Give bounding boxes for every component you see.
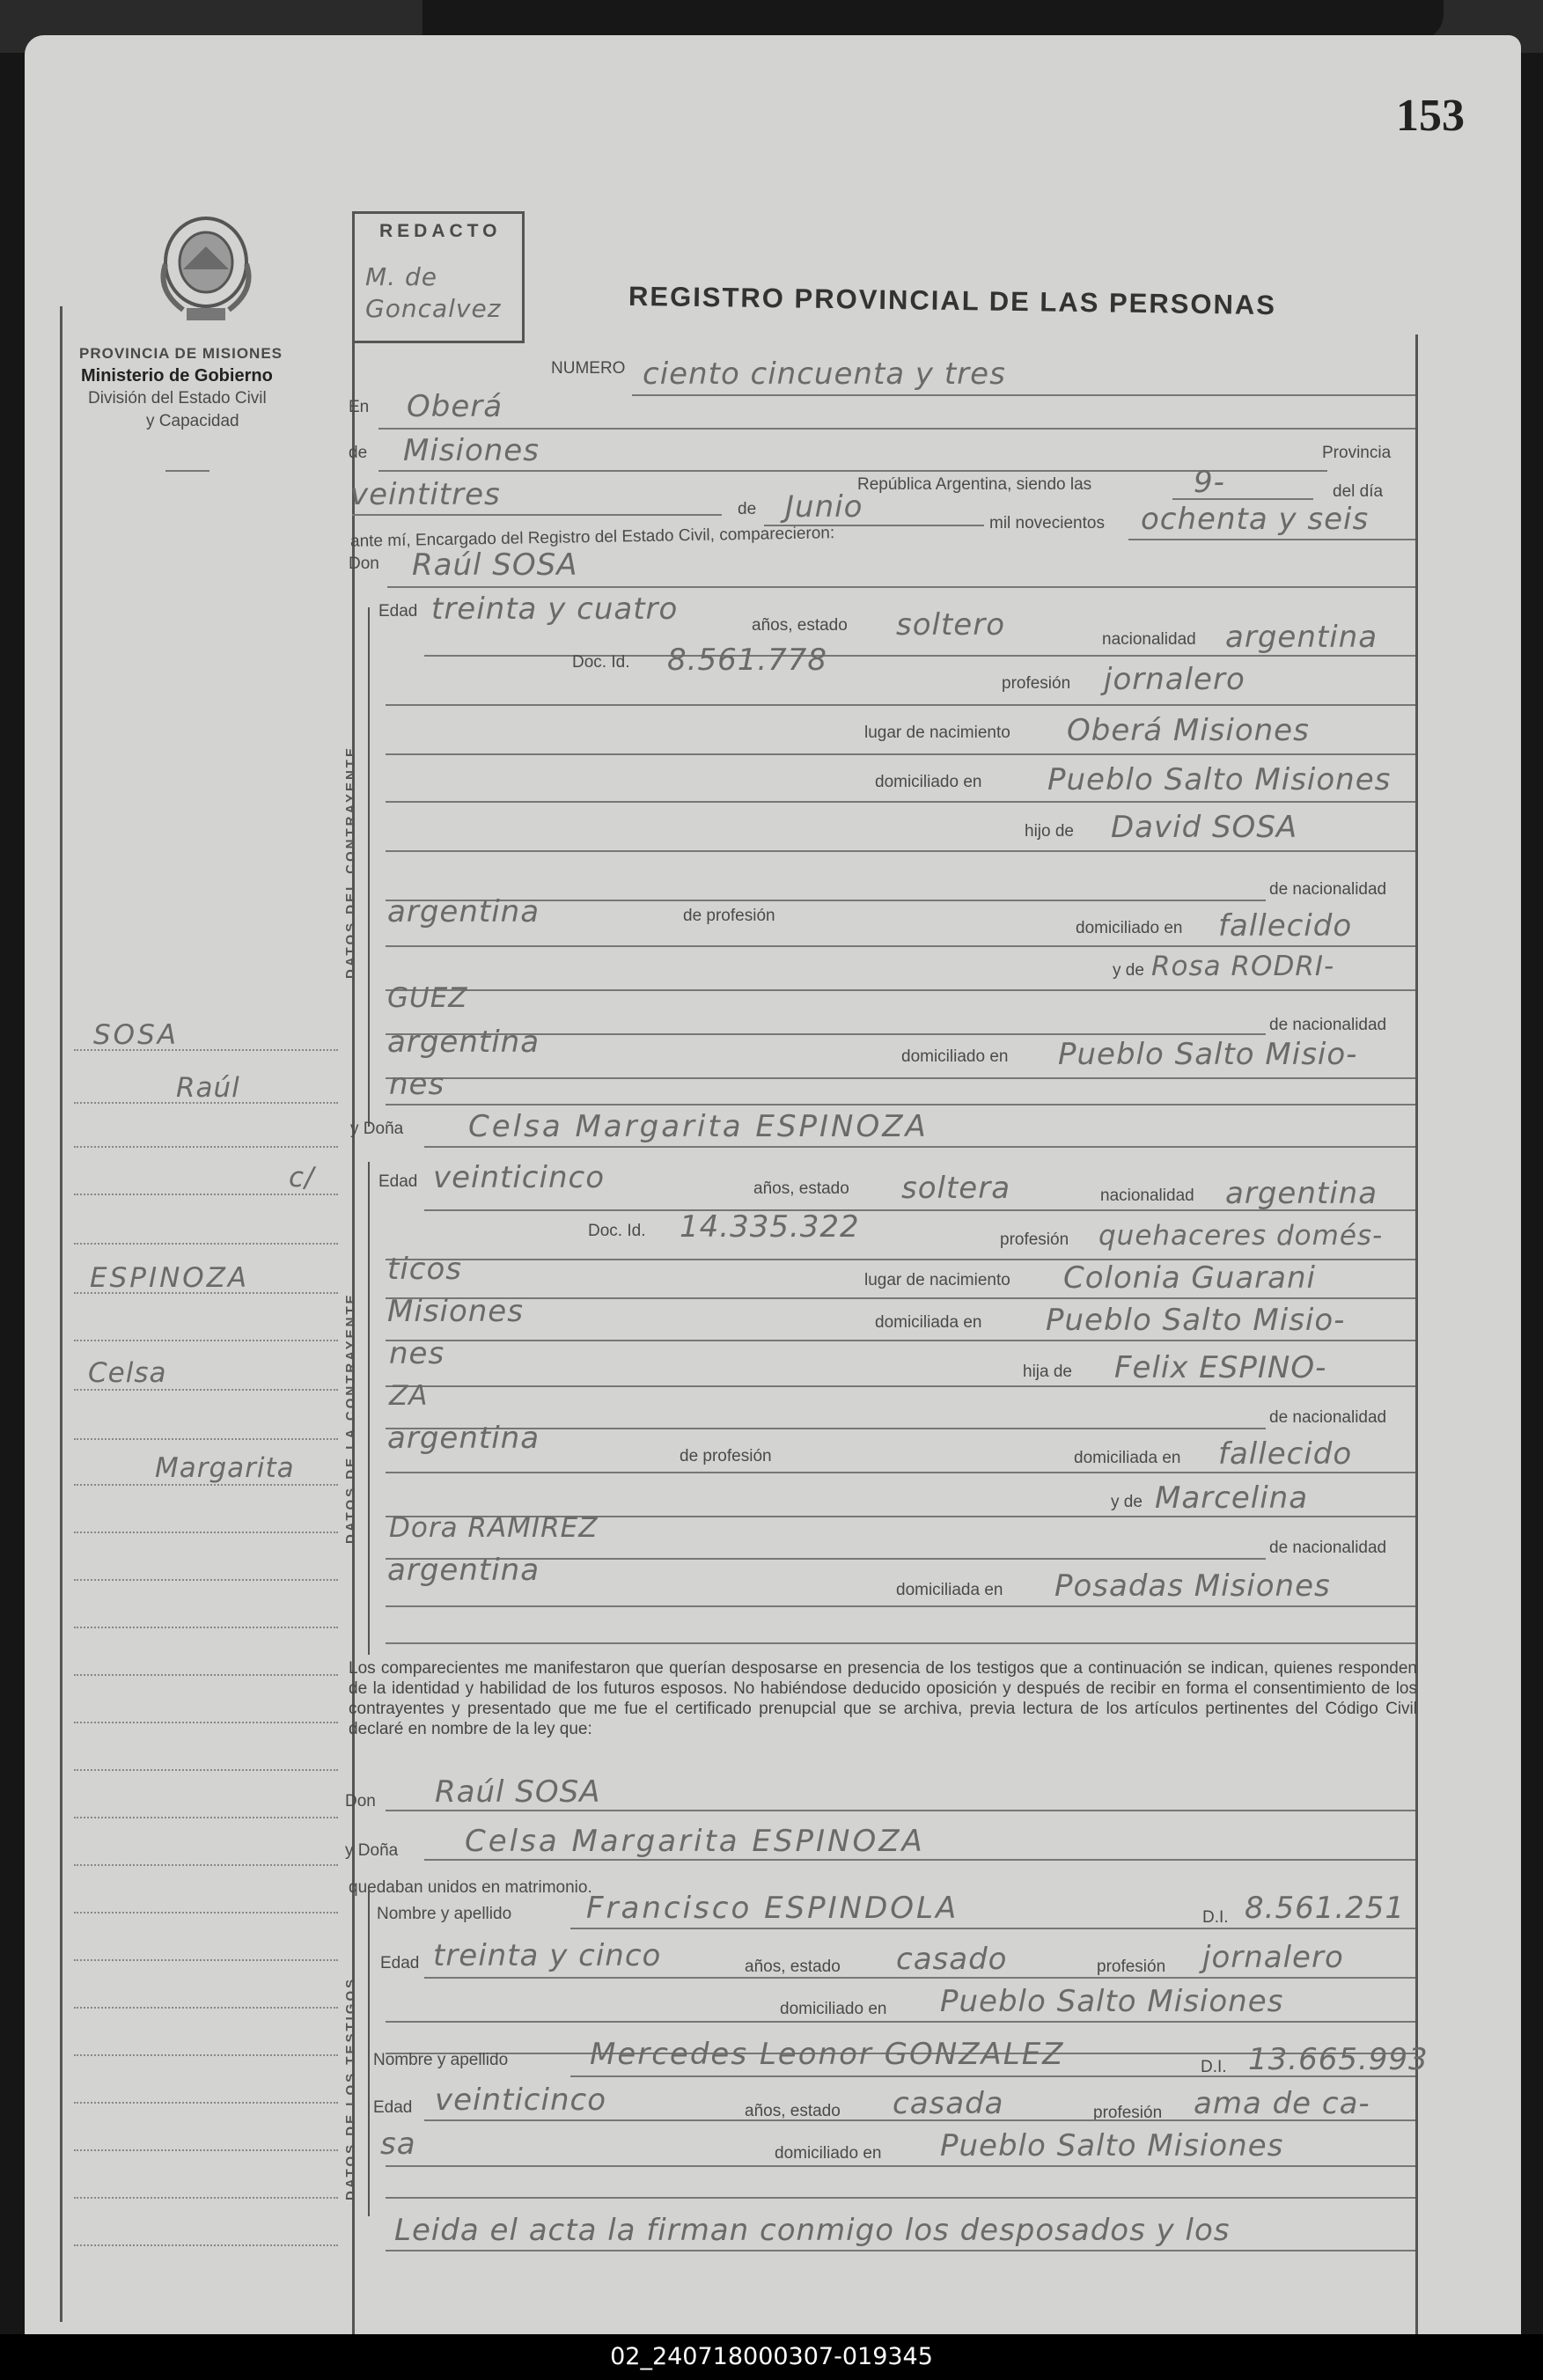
redacto-label: REDACTO: [379, 221, 502, 241]
bride-lugar-a-value: Colonia Guarani: [1063, 1260, 1316, 1296]
w2-dom-label: domiciliado en: [775, 2144, 882, 2163]
groom-dom-value: Pueblo Salto Misiones: [1047, 762, 1392, 797]
margin-rule-4: [74, 1194, 338, 1195]
union-don-label: Don: [345, 1792, 376, 1811]
witness-block-bar: [368, 1891, 370, 2216]
de-month-label: de: [738, 500, 757, 518]
union-dona-line: [424, 1859, 1415, 1861]
groom-de-nac-label-1: de nacionalidad: [1269, 880, 1387, 899]
w2-di-label: D.I.: [1201, 2058, 1227, 2076]
union-dona-value: Celsa Margarita ESPINOZA: [465, 1824, 925, 1859]
bride-dom-label: domiciliada en: [875, 1313, 982, 1332]
margin-rule-8: [74, 1389, 338, 1391]
hora-value: 9-: [1194, 465, 1225, 500]
w2-estado-value: casada: [893, 2086, 1004, 2121]
bride-line-1: [424, 1209, 1415, 1211]
groom-madre-nac-value: argentina: [387, 1025, 540, 1060]
w2-anos-label: años, estado: [745, 2102, 841, 2120]
w1-di-value: 8.561.251: [1245, 1891, 1406, 1926]
mes-value: Junio: [785, 489, 863, 525]
bride-line-3: [386, 1297, 1415, 1299]
groom-lugar-value: Oberá Misiones: [1067, 713, 1310, 748]
groom-line-10: [386, 1077, 1415, 1079]
margin-rule-16: [74, 1769, 338, 1771]
bride-doc-label: Doc. Id.: [588, 1222, 646, 1240]
bride-dom-label-3: domiciliada en: [896, 1581, 1003, 1599]
provincia-label: Provincia: [1322, 444, 1392, 462]
w1-dom-value: Pueblo Salto Misiones: [940, 1984, 1284, 2019]
bride-y-de-label: y de: [1111, 1493, 1143, 1511]
de-line: [378, 470, 1327, 472]
closing-text: Leida el acta la firman conmigo los desposados y los: [394, 2213, 1231, 2248]
groom-y-de-label: y de: [1113, 961, 1144, 980]
margin-rule-10: [74, 1484, 338, 1486]
don-line: [387, 586, 1415, 588]
dia-line: [352, 514, 722, 516]
groom-madre-b-value: GUEZ: [387, 982, 468, 1014]
groom-anos-label: años, estado: [752, 616, 848, 635]
margin-rule-25: [74, 2197, 338, 2199]
w1-nombre-value: Francisco ESPINDOLA: [586, 1891, 959, 1926]
w1-di-label: D.I.: [1202, 1908, 1229, 1927]
bride-line-11: [386, 1642, 1415, 1644]
groom-line-4: [386, 801, 1415, 803]
groom-dom-label: domiciliado en: [875, 773, 982, 791]
bride-doc-value: 14.335.322: [680, 1209, 860, 1245]
groom-edad-label: Edad: [378, 602, 418, 621]
margin-rule-9: [74, 1438, 338, 1440]
margin-rule-14: [74, 1674, 338, 1676]
w2-dom-value: Pueblo Salto Misiones: [940, 2128, 1284, 2163]
union-dona-label: y Doña: [345, 1841, 399, 1860]
w1-line-3: [386, 2021, 1415, 2023]
w2-edad-label: Edad: [373, 2098, 413, 2117]
margin-name: Raúl: [176, 1072, 240, 1104]
groom-hijo-label: hijo de: [1025, 822, 1074, 841]
bride-madre-b-value: Dora RAMIREZ: [389, 1512, 599, 1544]
en-value: Oberá: [407, 389, 503, 424]
bride-de-nac-label-1: de nacionalidad: [1269, 1408, 1387, 1427]
bride-lugar-b-value: Misiones: [387, 1294, 524, 1329]
de-label: de: [349, 444, 368, 462]
division-label: División del Estado Civil: [88, 389, 267, 408]
groom-nac-label: nacionalidad: [1102, 630, 1196, 649]
bride-hija-label: hija de: [1023, 1363, 1072, 1381]
bride-name-line: [424, 1146, 1415, 1148]
w2-prof-label: profesión: [1093, 2104, 1163, 2122]
bride-anos-label: años, estado: [753, 1179, 849, 1198]
groom-line-8: [386, 989, 1415, 991]
bride-line-10: [386, 1605, 1415, 1607]
w2-prof-a-value: ama de ca-: [1194, 2086, 1370, 2121]
groom-madre-dom-a-value: Pueblo Salto Misio-: [1058, 1037, 1358, 1072]
bride-padre-dom-value: fallecido: [1218, 1436, 1353, 1472]
bride-madre-nac-value: argentina: [387, 1553, 540, 1588]
bride-nac-value: argentina: [1225, 1176, 1378, 1211]
margin-bride-name: Celsa: [88, 1357, 167, 1389]
margin-rule-15: [74, 1722, 338, 1723]
w1-prof-value: jornalero: [1202, 1940, 1344, 1975]
w1-anos-label: años, estado: [745, 1958, 841, 1976]
w1-prof-label: profesión: [1097, 1958, 1166, 1976]
bride-block-bar: [368, 1162, 370, 1655]
numero-label: NUMERO: [551, 359, 626, 378]
w2-edad-value: veinticinco: [435, 2082, 606, 2118]
redacto-signature: M. de Goncalvez: [365, 262, 502, 323]
en-label: En: [349, 398, 370, 416]
w1-nombre-label: Nombre y apellido: [377, 1905, 512, 1923]
republica-label: República Argentina, siendo las: [857, 475, 1092, 494]
bride-line-7: [386, 1472, 1415, 1473]
ante-mi-label: ante mí, Encargado del Registro del Estado Civil, comparecieron:: [349, 524, 835, 551]
bride-padre-b-value: ZA: [389, 1380, 429, 1412]
groom-dom-label-3: domiciliado en: [901, 1047, 1009, 1066]
bride-edad-label: Edad: [378, 1172, 418, 1191]
w2-line-2: [424, 2119, 1415, 2121]
del-dia-label: del día: [1333, 482, 1384, 501]
don-value: Raúl SOSA: [412, 547, 578, 583]
bride-line-4: [386, 1340, 1415, 1341]
w1-edad-label: Edad: [380, 1954, 420, 1972]
groom-line-7: [386, 945, 1415, 947]
w1-line-1: [570, 1928, 1415, 1929]
groom-prof-value: jornalero: [1104, 662, 1245, 697]
dia-value: veintitres: [350, 477, 501, 512]
header-rule: [165, 470, 209, 472]
union-don-value: Raúl SOSA: [435, 1774, 601, 1810]
groom-edad-value: treinta y cuatro: [431, 591, 679, 627]
de-value: Misiones: [403, 433, 540, 468]
bride-dona-label: y Doña: [350, 1120, 404, 1138]
w2-line-1: [570, 2075, 1415, 2077]
margin-rule-26: [74, 2244, 338, 2246]
anio-line: [1128, 539, 1415, 540]
bride-line-5: [386, 1385, 1415, 1387]
ministry-label: Ministerio de Gobierno: [81, 366, 273, 386]
coat-of-arms-emblem: [153, 211, 259, 334]
groom-madre-a-value: Rosa RODRI-: [1151, 951, 1335, 982]
margin-rule-12: [74, 1579, 338, 1581]
w2-nombre-label: Nombre y apellido: [373, 2051, 509, 2069]
bride-dom-label-2: domiciliada en: [1074, 1449, 1181, 1467]
redacto-stamp: [352, 211, 525, 343]
frame-right: [1415, 334, 1418, 2334]
w1-edad-value: treinta y cinco: [433, 1938, 662, 1973]
groom-doc-label: Doc. Id.: [572, 653, 630, 672]
margin-surname: SOSA: [93, 1019, 179, 1051]
groom-de-nac-label-2: de nacionalidad: [1269, 1016, 1387, 1034]
quedaban-label: quedaban unidos en matrimonio.: [349, 1878, 592, 1897]
groom-line-2: [386, 704, 1415, 706]
w2-line-3: [386, 2165, 1415, 2167]
w1-dom-label: domiciliado en: [780, 2000, 887, 2018]
margin-rule-3: [74, 1146, 338, 1148]
bride-prof-label: profesión: [1000, 1230, 1069, 1249]
groom-line-5: [386, 850, 1415, 852]
w1-line-2: [424, 1977, 1415, 1979]
hora-line: [1172, 498, 1313, 500]
groom-padre-nac-value: argentina: [387, 894, 540, 929]
groom-dom-label-2: domiciliado en: [1076, 919, 1183, 937]
document-title: REGISTRO PROVINCIAL DE LAS PERSONAS: [628, 280, 1277, 321]
margin-rule-7: [74, 1340, 338, 1341]
bride-padre-nac-value: argentina: [387, 1421, 540, 1456]
declaration-paragraph: Los comparecientes me manifestaron que querían desposarse en presencia de los testigos que a continuación se indican, quienes responden de la identidad y habilidad de los futuros esposos. No habiéndose deducido oposición y después de recibir en forma el consentimiento de los contrayentes y presentado que me fue el certificado prenupcial que se archiva, previa lectura de los artículos pertinentes del Código Civil declaré en nombre de la ley que:: [349, 1659, 1417, 1738]
margin-rule-24: [74, 2149, 338, 2151]
bride-edad-value: veinticinco: [433, 1160, 605, 1195]
margin-rule-23: [74, 2102, 338, 2104]
bride-padre-a-value: Felix ESPINO-: [1114, 1350, 1327, 1385]
margin-bride-surname: ESPINOZA: [90, 1262, 250, 1294]
don-label: Don: [349, 555, 379, 573]
groom-line-3: [386, 753, 1415, 755]
margin-conj: c/: [289, 1162, 315, 1194]
bride-dom-b-value: nes: [389, 1336, 445, 1371]
margin-rule-17: [74, 1817, 338, 1818]
page-number: 153: [1396, 91, 1465, 141]
margin-bride-second: Margarita: [155, 1452, 295, 1484]
bride-section-label: DATOS DE LA CONTRAYENTE: [343, 1292, 358, 1544]
union-don-line: [386, 1810, 1415, 1811]
w2-prof-b-value: sa: [380, 2127, 416, 2162]
numero-line: [632, 394, 1415, 396]
margin-rule-20: [74, 1959, 338, 1961]
w2-nombre-value: Mercedes Leonor GONZALEZ: [590, 2037, 1065, 2072]
bride-de-nac-label-2: de nacionalidad: [1269, 1539, 1387, 1557]
groom-block-bar: [368, 607, 370, 1127]
bride-prof-a-value: quehaceres domés-: [1098, 1220, 1384, 1252]
groom-prof-label: profesión: [1002, 674, 1071, 693]
closing-line: [386, 2250, 1415, 2251]
province-label: PROVINCIA DE MISIONES: [79, 345, 283, 362]
groom-doc-value: 8.561.778: [667, 643, 828, 678]
groom-section-label: DATOS DEL CONTRAYENTE: [343, 746, 358, 979]
w1-estado-value: casado: [896, 1942, 1008, 1977]
numero-value: ciento cincuenta y tres: [643, 356, 1006, 392]
w2-di-value: 13.665.993: [1248, 2042, 1429, 2077]
groom-nac-value: argentina: [1225, 620, 1378, 655]
bride-name-value: Celsa Margarita ESPINOZA: [468, 1109, 929, 1144]
groom-line-11: [386, 1104, 1415, 1106]
frame-left-margin: [60, 306, 62, 2322]
groom-padre-value: David SOSA: [1111, 810, 1298, 845]
anio-value: ochenta y seis: [1141, 502, 1370, 537]
groom-de-prof-label: de profesión: [683, 907, 775, 925]
register-page: [25, 35, 1521, 2334]
margin-rule-5: [74, 1243, 338, 1245]
mil-nov-label: mil novecientos: [989, 514, 1105, 533]
groom-estado-value: soltero: [896, 607, 1005, 643]
en-line: [378, 428, 1415, 430]
groom-lugar-label: lugar de nacimiento: [864, 724, 1010, 742]
bride-lugar-label: lugar de nacimiento: [864, 1271, 1010, 1289]
capacity-label: y Capacidad: [146, 412, 239, 430]
w2-line-4: [386, 2197, 1415, 2199]
bride-de-prof-label: de profesión: [680, 1447, 772, 1465]
margin-rule-22: [74, 2054, 338, 2056]
margin-rule-13: [74, 1627, 338, 1628]
bride-dom-a-value: Pueblo Salto Misio-: [1046, 1303, 1346, 1338]
bride-nac-label: nacionalidad: [1100, 1186, 1194, 1205]
groom-padre-dom-value: fallecido: [1218, 908, 1353, 944]
margin-rule-19: [74, 1912, 338, 1914]
bride-estado-value: soltera: [901, 1171, 1011, 1206]
bride-prof-b-value: ticos: [387, 1252, 462, 1287]
groom-madre-dom-b-value: nes: [389, 1067, 445, 1102]
margin-rule-11: [74, 1532, 338, 1533]
footer-code: 02_240718000307-019345: [0, 2334, 1543, 2380]
witness-section-label: DATOS DE LOS TESTIGOS: [343, 1976, 358, 2200]
margin-rule-18: [74, 1864, 338, 1866]
bride-madre-dom-value: Posadas Misiones: [1054, 1568, 1331, 1604]
bride-madre-a-value: Marcelina: [1155, 1480, 1309, 1516]
margin-rule-21: [74, 2007, 338, 2009]
